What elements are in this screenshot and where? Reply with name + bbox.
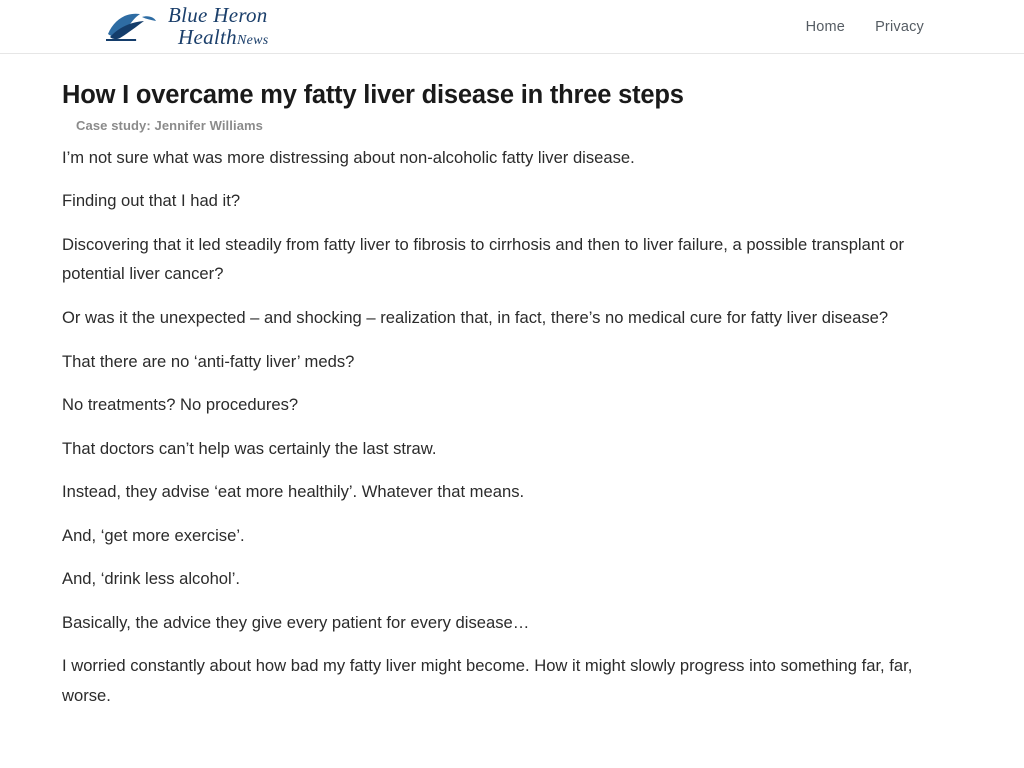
article-paragraph: No treatments? No procedures? [62,395,299,415]
article-byline: Case study: Jennifer Williams [76,117,264,133]
article-paragraph: And, ‘get more exercise’. [62,525,245,545]
article-paragraph: Basically, the advice they give every patient for every disease… [62,612,530,632]
logo-line-2-main: Health [178,25,237,50]
site-logo[interactable] [104,4,269,49]
page-title: How I overcame my fatty liver disease in three steps [62,81,684,109]
article-paragraph: I worried constantly about how bad my fatty liver might become. How it might slowly progress into something far, far, worse. [62,656,913,705]
site-header [0,0,1024,54]
nav-item-privacy[interactable]: Privacy [875,19,924,35]
article-paragraph: That there are no ‘anti-fatty liver’ meds? [62,351,355,371]
nav-item-home[interactable]: Home [805,19,846,35]
logo-line-1: Blue Heron [168,3,268,28]
article-paragraph: That doctors can’t help was certainly the last straw. [62,438,437,458]
article-paragraph: Discovering that it led steadily from fatty liver to fibrosis to cirrhosis and then to liver failure, a possible transplant or potential liver cancer? [62,234,905,284]
article-body [0,54,1024,710]
article-paragraph: Or was it the unexpected – and shocking – realization that, in fact, there’s no medical cure for fatty liver disease? [62,308,889,327]
article-paragraph: Finding out that I had it? [62,191,241,211]
heron-bird-icon [104,8,162,44]
main-nav [806,0,924,54]
article-paragraph: Instead, they advise ‘eat more healthily’. Whatever that means. [62,482,525,502]
logo-wordmark [168,4,269,49]
logo-line-2 [178,26,269,49]
article-paragraph: And, ‘drink less alcohol’. [62,569,241,589]
logo-line-2-small: News [236,33,269,49]
article-paragraph: I’m not sure what was more distressing about non-alcoholic fatty liver disease. [62,147,635,167]
